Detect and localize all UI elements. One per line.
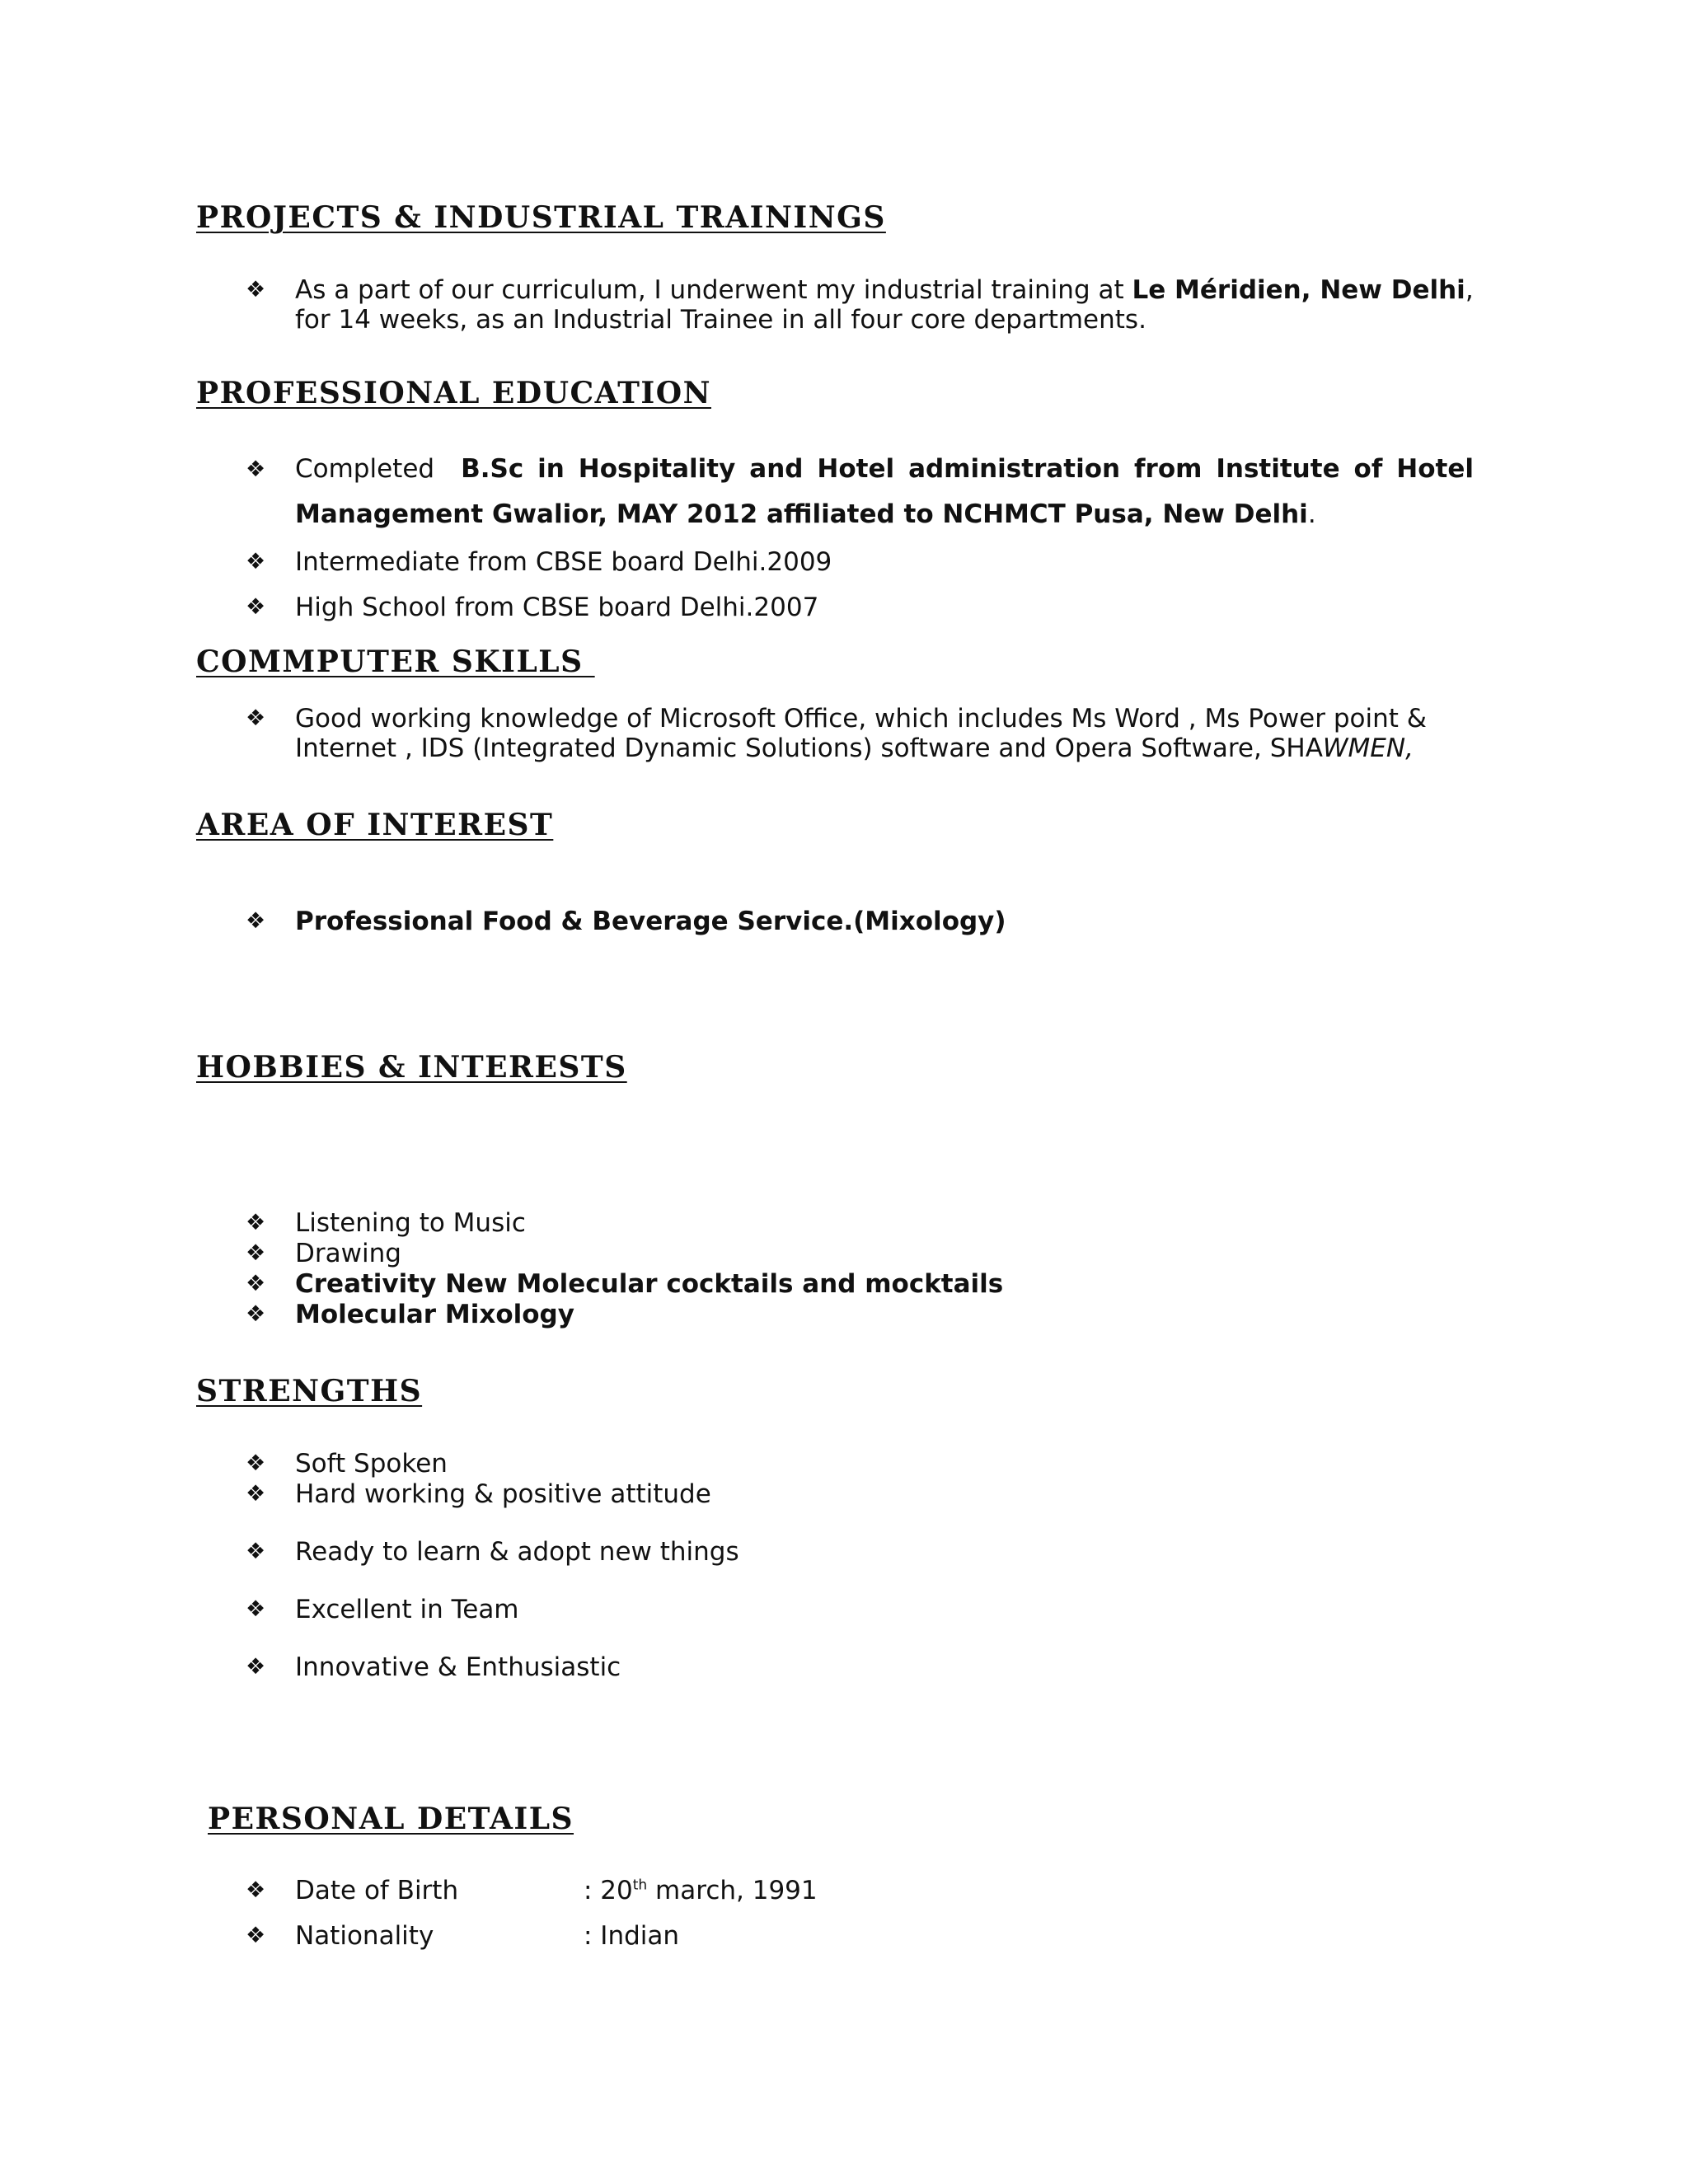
bullet-icon: ❖ — [246, 1654, 266, 1680]
bullet-icon: ❖ — [246, 549, 266, 574]
bullet-icon: ❖ — [246, 1923, 266, 1948]
bullet-icon: ❖ — [246, 1877, 266, 1903]
bullet-icon: ❖ — [246, 908, 266, 934]
hobbies-heading: HOBBIES & INTERESTS — [196, 1050, 627, 1085]
bullet-icon: ❖ — [246, 1210, 266, 1235]
education-bsc-prefix: Completed — [295, 454, 435, 484]
computer-skills-line1: Good working knowledge of Microsoft Office, which includes Ms Word , Ms Power point & — [295, 704, 1427, 733]
strength-text: Hard working & positive attitude — [295, 1479, 711, 1509]
bullet-icon: ❖ — [246, 1271, 266, 1296]
dob-label: Date of Birth — [295, 1876, 459, 1905]
bullet-icon: ❖ — [246, 1301, 266, 1327]
strengths-heading: STRENGTHS — [196, 1374, 423, 1408]
bullet-icon: ❖ — [246, 1596, 266, 1622]
bullet-icon: ❖ — [246, 1539, 266, 1564]
hobby-text: Molecular Mixology — [295, 1300, 574, 1329]
education-heading: PROFESSIONAL EDUCATION — [196, 376, 711, 410]
personal-details-heading: PERSONAL DETAILS — [208, 1802, 574, 1836]
dob-value — [584, 1876, 818, 1905]
projects-item-hotel: Le Méridien, New Delhi — [1132, 275, 1465, 305]
projects-item-line2: for 14 weeks, as an Industrial Trainee in all four core departments. — [295, 305, 1146, 335]
computer-skills-italic: WMEN, — [1322, 733, 1414, 763]
bullet-icon: ❖ — [246, 457, 266, 482]
education-bsc-line2 — [295, 492, 1474, 537]
dob-value-rest: march, 1991 — [647, 1876, 818, 1905]
computer-skills-heading: COMMPUTER SKILLS — [196, 644, 595, 679]
education-bsc-suffix: . — [1307, 499, 1316, 529]
bullet-icon: ❖ — [246, 1451, 266, 1476]
education-item-bsc-text — [295, 447, 1474, 537]
bullet-icon: ❖ — [246, 1481, 266, 1507]
projects-item-text — [295, 275, 1474, 335]
education-bsc-line1 — [295, 447, 1474, 492]
nationality-label: Nationality — [295, 1921, 434, 1951]
dob-value-sup: th — [632, 1877, 648, 1894]
bullet-icon: ❖ — [246, 705, 266, 731]
bullet-icon: ❖ — [246, 1240, 266, 1266]
hobby-text: Drawing — [295, 1239, 401, 1268]
dob-value-day: : 20 — [584, 1876, 633, 1905]
projects-item — [246, 275, 1474, 335]
education-bsc-bold1: B.Sc in Hospitality and Hotel administration from Institute of Hotel — [461, 454, 1474, 484]
hobby-text: Listening to Music — [295, 1208, 526, 1238]
strength-text: Innovative & Enthusiastic — [295, 1652, 621, 1682]
area-of-interest-heading: AREA OF INTEREST — [196, 808, 554, 842]
projects-item-suffix: , — [1465, 275, 1474, 305]
education-intermediate-text: Intermediate from CBSE board Delhi.2009 — [295, 547, 832, 577]
projects-heading: PROJECTS & INDUSTRIAL TRAININGS — [196, 200, 886, 235]
strength-text: Excellent in Team — [295, 1595, 519, 1624]
computer-skills-line2: Internet , IDS (Integrated Dynamic Solutions) software and Opera Software, SHA — [295, 733, 1323, 763]
education-item-bsc — [246, 447, 1474, 537]
computer-skills-text — [295, 704, 1474, 763]
hobby-text: Creativity New Molecular cocktails and mocktails — [295, 1269, 1004, 1299]
projects-item-prefix: As a part of our curriculum, I underwent my industrial training at — [295, 275, 1132, 305]
bullet-icon: ❖ — [246, 594, 266, 620]
bullet-icon: ❖ — [246, 277, 266, 302]
education-bsc-bold2: Management Gwalior, MAY 2012 affiliated to NCHMCT Pusa, New Delhi — [295, 499, 1308, 529]
education-highschool-text: High School from CBSE board Delhi.2007 — [295, 593, 819, 622]
strength-text: Soft Spoken — [295, 1449, 448, 1479]
nationality-value: : Indian — [584, 1921, 680, 1951]
strength-text: Ready to learn & adopt new things — [295, 1537, 739, 1567]
computer-skills-item — [246, 704, 1474, 763]
interest-item-text: Professional Food & Beverage Service.(Mixology) — [295, 907, 1006, 936]
